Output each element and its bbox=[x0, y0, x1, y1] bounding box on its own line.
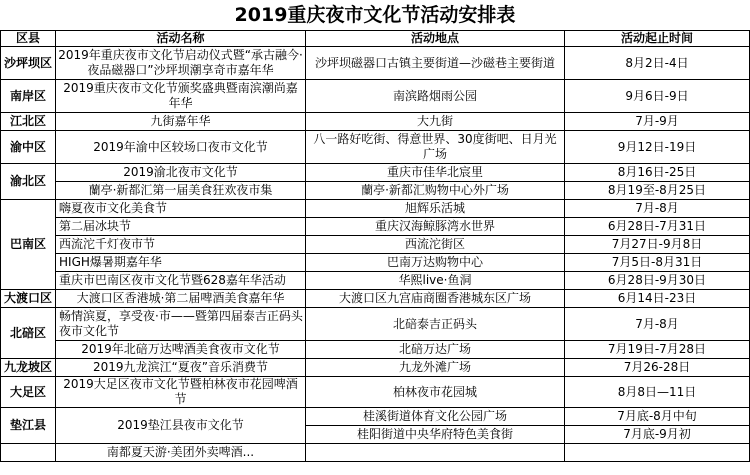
activity-time-cell: 7月-9月 bbox=[565, 113, 750, 131]
table-row bbox=[1, 272, 750, 290]
activity-place-cell: 桂溪街道体育文化公园广场 bbox=[306, 408, 565, 426]
table-row bbox=[1, 444, 750, 462]
table-row bbox=[1, 113, 750, 131]
activity-name-cell: 大渡口区香港城·第二届啤酒美食嘉年华 bbox=[56, 290, 306, 308]
activity-name-cell: 2019年北碚万达啤酒美食夜市文化节 bbox=[56, 341, 306, 359]
activity-time-cell: 7月底-9月初 bbox=[565, 426, 750, 444]
table-row bbox=[1, 254, 750, 272]
table-row bbox=[1, 290, 750, 308]
district-cell: 沙坪坝区 bbox=[1, 47, 56, 80]
table-row bbox=[1, 47, 750, 80]
activity-time-cell: 7月5日-8月31日 bbox=[565, 254, 750, 272]
activity-table bbox=[0, 30, 750, 462]
table-row bbox=[1, 236, 750, 254]
activity-name-cell: 2019年渝中区较场口夜市文化节 bbox=[56, 131, 306, 164]
activity-place-cell: 华熙live·鱼洞 bbox=[306, 272, 565, 290]
activity-place-cell: 重庆市佳华北宸里 bbox=[306, 164, 565, 182]
table-row bbox=[1, 308, 750, 341]
activity-name-cell: 嗨夏夜市文化美食节 bbox=[56, 200, 306, 218]
district-cell bbox=[1, 444, 56, 462]
activity-place-cell: 八一路好吃街、得意世界、30度街吧、日月光广场 bbox=[306, 131, 565, 164]
activity-name-cell: 2019垫江县夜市文化节 bbox=[56, 408, 306, 444]
header-district: 区县 bbox=[1, 31, 56, 47]
activity-time-cell: 6月28日-7月31日 bbox=[565, 218, 750, 236]
activity-time-cell: 7月27日-9月8日 bbox=[565, 236, 750, 254]
table-row bbox=[1, 182, 750, 200]
table-row bbox=[1, 218, 750, 236]
activity-place-cell: 沙坪坝磁器口古镇主要街道—沙磁巷主要街道 bbox=[306, 47, 565, 80]
activity-place-cell: 大九街 bbox=[306, 113, 565, 131]
activity-time-cell: 8月19至-8月25日 bbox=[565, 182, 750, 200]
activity-name-cell: 第二届冰块节 bbox=[56, 218, 306, 236]
table-row bbox=[1, 164, 750, 182]
district-cell: 大渡口区 bbox=[1, 290, 56, 308]
district-cell: 北碚区 bbox=[1, 308, 56, 359]
table-row bbox=[1, 131, 750, 164]
activity-place-cell: 巴南万达购物中心 bbox=[306, 254, 565, 272]
district-cell: 垫江县 bbox=[1, 408, 56, 444]
district-cell: 南岸区 bbox=[1, 80, 56, 113]
activity-name-cell: 南都夏天游·美团外卖啤酒... bbox=[56, 444, 306, 462]
table-row bbox=[1, 80, 750, 113]
activity-place-cell: 大渡口区九宫庙商圈香港城东区广场 bbox=[306, 290, 565, 308]
activity-place-cell: 西流沱街区 bbox=[306, 236, 565, 254]
activity-place-cell: 北碚泰吉正码头 bbox=[306, 308, 565, 341]
activity-place-cell: 柏林夜市花园城 bbox=[306, 377, 565, 408]
activity-time-cell: 8月16日-25日 bbox=[565, 164, 750, 182]
activity-name-cell: HIGH爆暑期嘉年华 bbox=[56, 254, 306, 272]
district-cell: 江北区 bbox=[1, 113, 56, 131]
table-row bbox=[1, 408, 750, 426]
district-cell: 渝中区 bbox=[1, 131, 56, 164]
district-cell: 大足区 bbox=[1, 377, 56, 408]
activity-time-cell: 7月-8月 bbox=[565, 200, 750, 218]
activity-name-cell: 2019大足区夜市文化节暨柏林夜市花园啤酒节 bbox=[56, 377, 306, 408]
activity-place-cell: 蘭亭·新都汇购物中心外广场 bbox=[306, 182, 565, 200]
activity-place-cell: 桂阳街道中央华府特色美食街 bbox=[306, 426, 565, 444]
activity-place-cell bbox=[306, 444, 565, 462]
header-name: 活动名称 bbox=[56, 31, 306, 47]
activity-time-cell: 9月12日-19日 bbox=[565, 131, 750, 164]
activity-name-cell: 西流沱千灯夜市节 bbox=[56, 236, 306, 254]
activity-time-cell: 6月28日-9月30日 bbox=[565, 272, 750, 290]
activity-time-cell: 9月6日-9日 bbox=[565, 80, 750, 113]
activity-time-cell: 7月-8月 bbox=[565, 308, 750, 341]
activity-place-cell: 九龙外滩广场 bbox=[306, 359, 565, 377]
district-cell: 渝北区 bbox=[1, 164, 56, 200]
district-cell: 九龙坡区 bbox=[1, 359, 56, 377]
activity-name-cell: 畅情滨夏，享受夜·市——暨第四届泰吉正码头夜市文化节 bbox=[56, 308, 306, 341]
table-row bbox=[1, 341, 750, 359]
activity-name-cell: 2019年重庆夜市文化节启动仪式暨“承古融今·夜品磁器口”沙坪坝潮享奇市嘉年华 bbox=[56, 47, 306, 80]
activity-time-cell: 8月8日—11日 bbox=[565, 377, 750, 408]
activity-name-cell: 九街嘉年华 bbox=[56, 113, 306, 131]
activity-name-cell: 重庆市巴南区夜市文化节暨628嘉年华活动 bbox=[56, 272, 306, 290]
header-time: 活动起止时间 bbox=[565, 31, 750, 47]
activity-time-cell: 7月26-28日 bbox=[565, 359, 750, 377]
activity-time-cell: 8月2日-4日 bbox=[565, 47, 750, 80]
table-row bbox=[1, 377, 750, 408]
activity-time-cell bbox=[565, 444, 750, 462]
activity-place-cell: 旭辉乐活城 bbox=[306, 200, 565, 218]
activity-name-cell: 2019重庆夜市文化节颁奖盛典暨南滨潮尚嘉年华 bbox=[56, 80, 306, 113]
activity-place-cell: 重庆汉海鲸豚湾水世界 bbox=[306, 218, 565, 236]
activity-place-cell: 南滨路烟雨公园 bbox=[306, 80, 565, 113]
activity-time-cell: 7月底-8月中旬 bbox=[565, 408, 750, 426]
page-title: 2019重庆夜市文化节活动安排表 bbox=[234, 4, 516, 26]
district-cell: 巴南区 bbox=[1, 200, 56, 290]
table-row bbox=[1, 359, 750, 377]
header-place: 活动地点 bbox=[306, 31, 565, 47]
activity-time-cell: 6月14日-23日 bbox=[565, 290, 750, 308]
table-row bbox=[1, 200, 750, 218]
activity-name-cell: 蘭亭·新都汇第一届美食狂欢夜市集 bbox=[56, 182, 306, 200]
activity-place-cell: 北碚万达广场 bbox=[306, 341, 565, 359]
activity-time-cell: 7月19日-7月28日 bbox=[565, 341, 750, 359]
activity-name-cell: 2019九龙滨江“夏夜”音乐消费节 bbox=[56, 359, 306, 377]
activity-name-cell: 2019渝北夜市文化节 bbox=[56, 164, 306, 182]
header-row bbox=[1, 31, 750, 47]
